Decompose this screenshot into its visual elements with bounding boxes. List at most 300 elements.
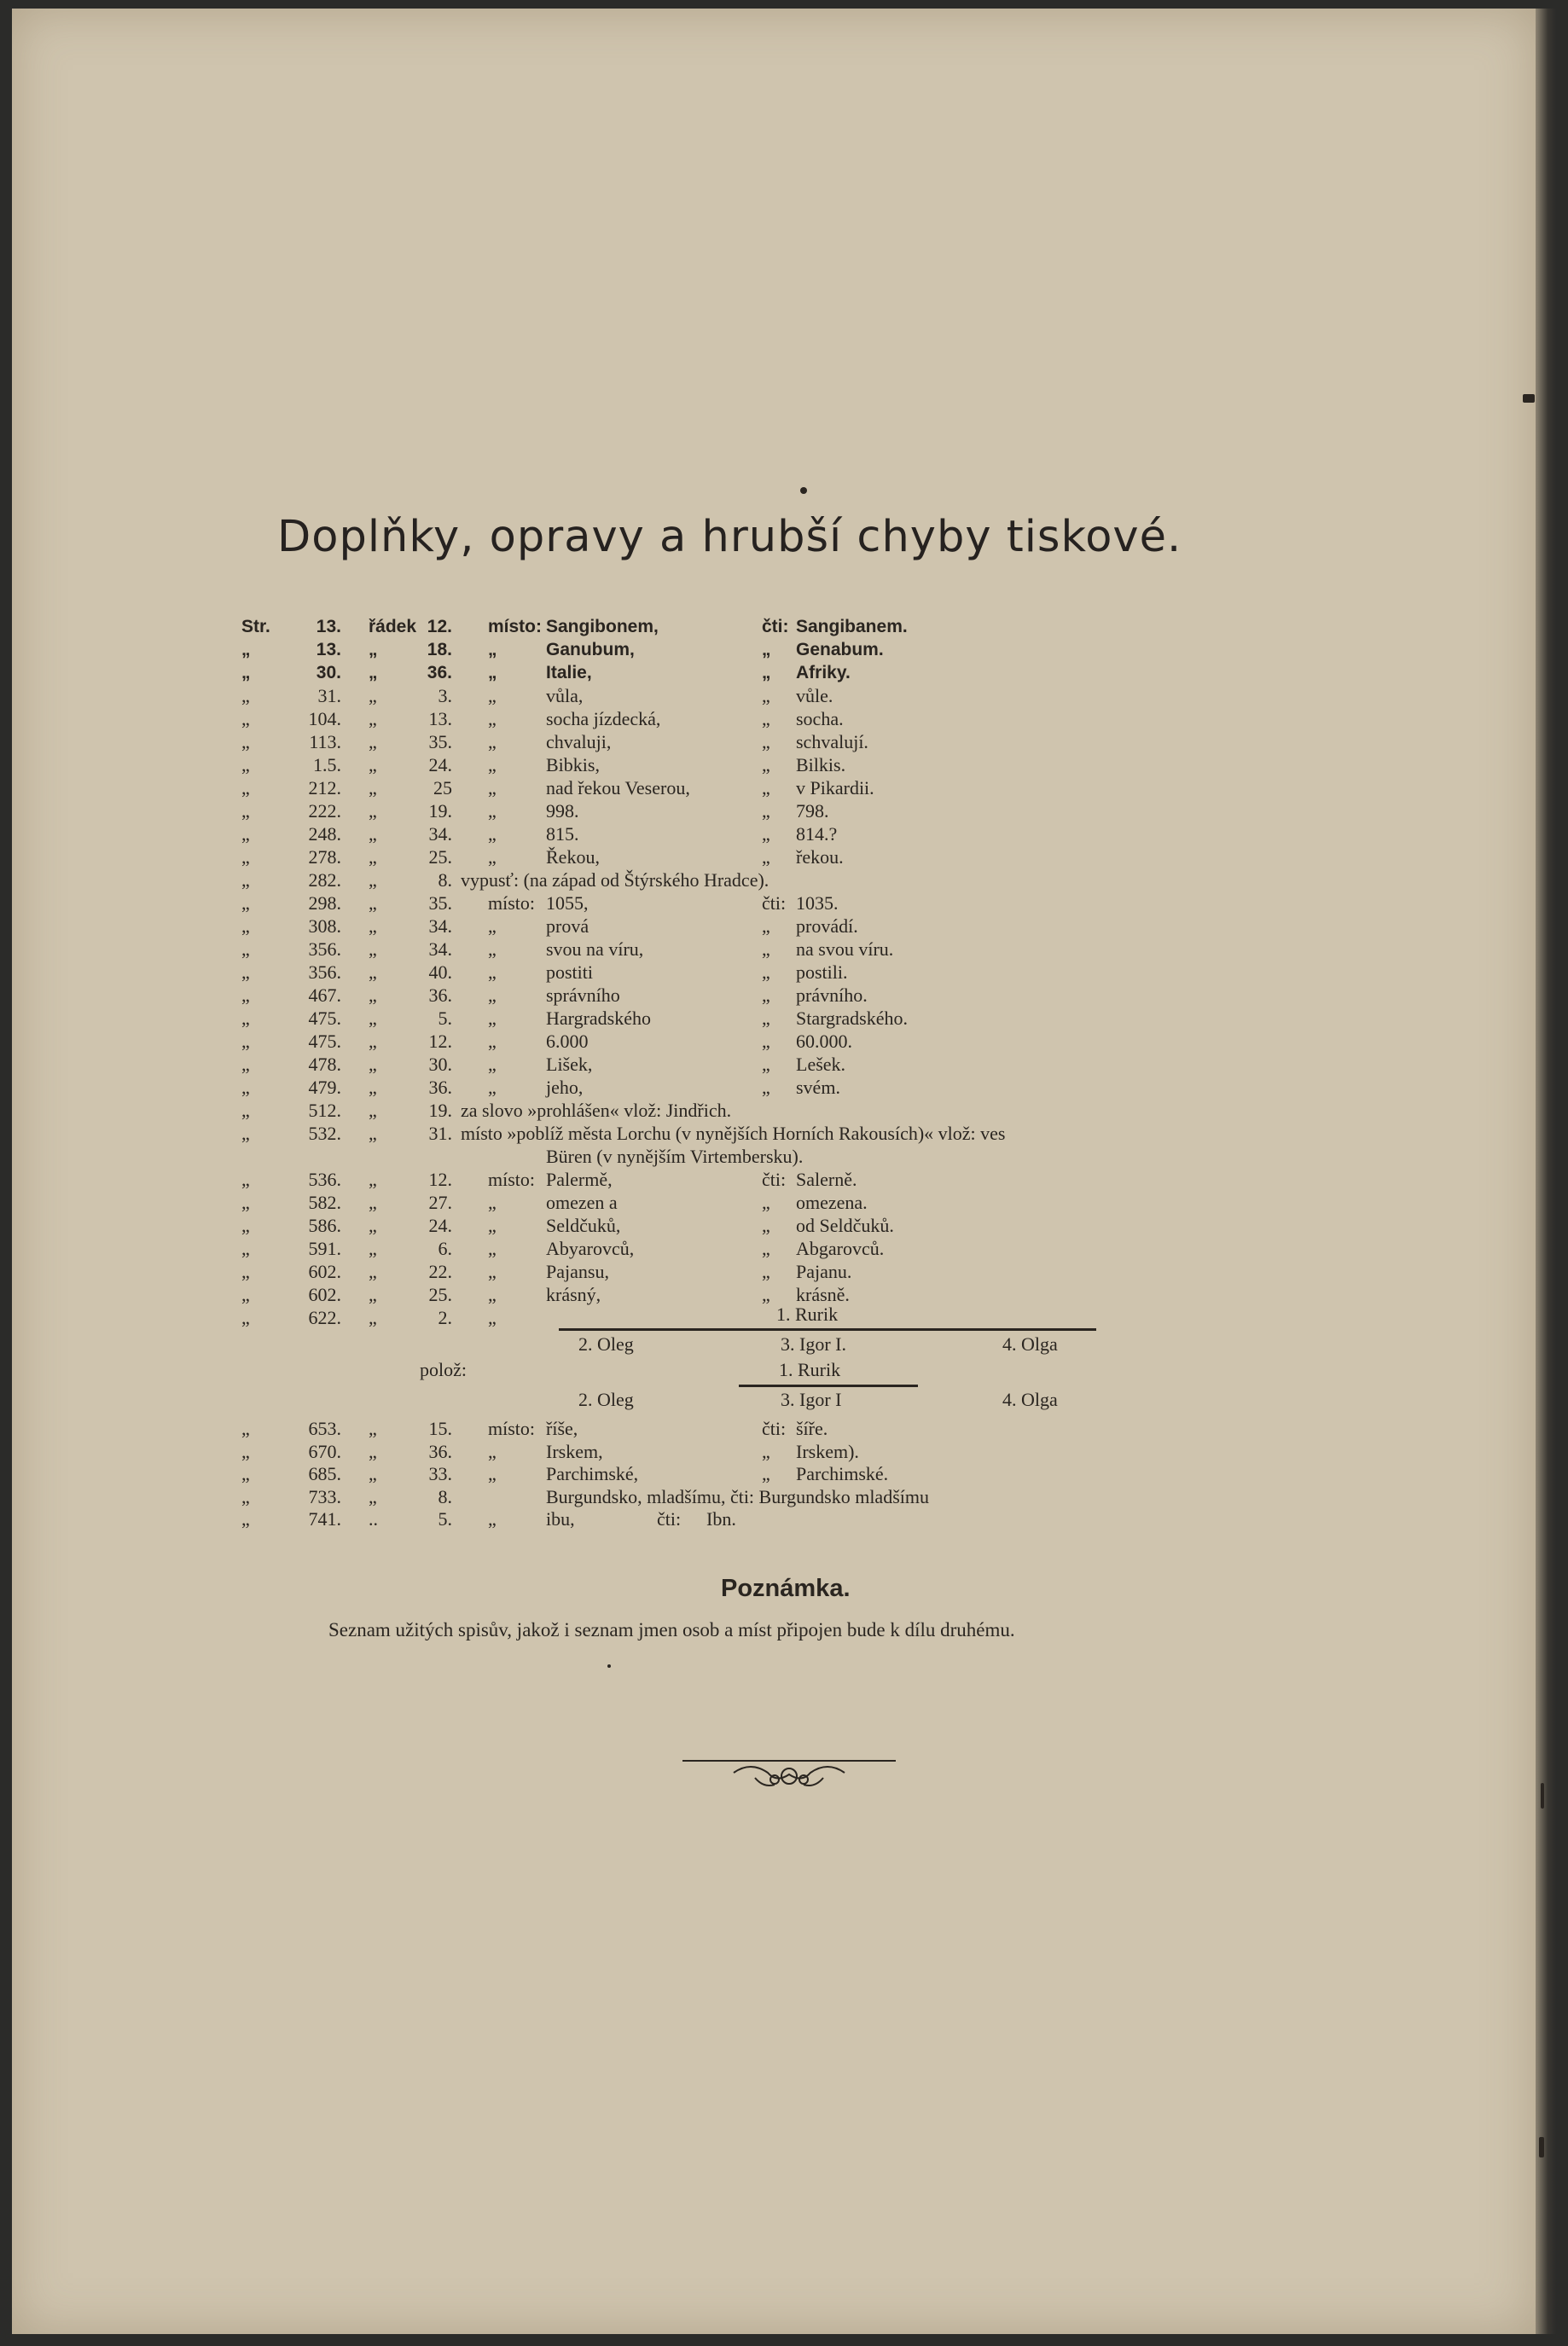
errata-line-number: 36. (428, 984, 452, 1006)
errata-wrong-prefix: „ (488, 1215, 497, 1236)
errata-page-prefix: Str. (241, 617, 270, 636)
errata-wrong-prefix: „ (488, 1077, 497, 1098)
errata-correct-prefix: „ (762, 1054, 770, 1075)
errata-page-number: 512. (308, 1100, 341, 1121)
errata-row (0, 1238, 1568, 1260)
errata-instruction: místo »poblíž města Lorchu (v nynějších Horních Rakousích)« vlož: ves (461, 1123, 1006, 1144)
errata-line-number: 34. (428, 915, 452, 937)
errata-wrong-text: Irskem, (546, 1440, 603, 1462)
errata-page-number: 298. (308, 892, 341, 914)
errata-wrong-prefix: „ (488, 915, 497, 937)
genealogy-wrong-child-3: 4. Olga (1002, 1333, 1058, 1355)
errata-line-number: 36. (428, 1077, 452, 1098)
errata-correct-prefix: „ (762, 1463, 770, 1484)
errata-correct-prefix: „ (762, 640, 771, 659)
errata-page-number: 532. (308, 1123, 341, 1144)
errata-page-number: 282. (308, 869, 341, 891)
errata-page-prefix: „ (241, 1238, 250, 1259)
errata-page-number: 475. (308, 1008, 341, 1029)
errata-wrong-prefix: místo: (488, 892, 536, 914)
errata-correct-text: od Seldčuků. (796, 1215, 894, 1236)
errata-line-prefix: „ (369, 1418, 377, 1439)
genealogy-wrong-child-1: 2. Oleg (578, 1333, 634, 1355)
errata-line-number: 2. (438, 1307, 452, 1328)
errata-correct-text: Genabum. (796, 640, 884, 659)
errata-wrong-text: Parchimské, (546, 1463, 639, 1484)
errata-correct-text: Salerně. (796, 1169, 857, 1190)
errata-row (0, 1261, 1568, 1283)
errata-wrong-prefix: „ (488, 1261, 497, 1282)
errata-correct-text: Parchimské. (796, 1463, 889, 1484)
errata-correct-prefix: „ (762, 1008, 770, 1029)
errata-line-number: 15. (428, 1418, 452, 1439)
errata-page-prefix: „ (241, 869, 250, 891)
errata-wrong-prefix: „ (488, 640, 497, 659)
errata-correct-text: v Pikardii. (796, 777, 874, 798)
errata-page-number: 582. (308, 1192, 341, 1213)
errata-line-number: 24. (428, 754, 452, 775)
errata-correct-text: Stargradského. (796, 1008, 908, 1029)
errata-line-number: 31. (428, 1123, 452, 1144)
errata-wrong-prefix: „ (488, 1054, 497, 1075)
errata-wrong-text: nad řekou Veserou, (546, 777, 690, 798)
errata-page-number: 586. (308, 1215, 341, 1236)
errata-row (0, 1486, 1568, 1508)
errata-page-prefix: „ (241, 823, 250, 845)
errata-line-prefix: „ (369, 1077, 377, 1098)
errata-correct-prefix: „ (762, 938, 770, 960)
errata-line-number: 22. (428, 1261, 452, 1282)
genealogy-right-child-3: 4. Olga (1002, 1389, 1058, 1410)
errata-page-number: 356. (308, 961, 341, 983)
errata-wrong-prefix: místo: (488, 1418, 536, 1439)
errata-correct-text: 60.000. (796, 1031, 852, 1052)
errata-row (0, 1100, 1568, 1122)
errata-page-prefix: „ (241, 892, 250, 914)
errata-line-number: 30. (428, 1054, 452, 1075)
errata-line-prefix: „ (369, 1054, 377, 1075)
genealogy-right-rule (739, 1385, 918, 1387)
errata-row (0, 708, 1568, 730)
errata-wrong-prefix: „ (488, 1238, 497, 1259)
errata-correct-text: Bilkis. (796, 754, 846, 775)
errata-page-prefix: „ (241, 731, 250, 752)
errata-page-number: 478. (308, 1054, 341, 1075)
errata-correct-prefix: „ (762, 685, 770, 706)
errata-line-number: 12. (427, 617, 452, 636)
errata-line-prefix: „ (369, 984, 377, 1006)
errata-line-number: 12. (428, 1169, 452, 1190)
errata-line-number: 24. (428, 1215, 452, 1236)
errata-page-prefix: „ (241, 708, 250, 729)
errata-line-number: 25. (428, 846, 452, 868)
errata-page-number: 1.5. (313, 754, 341, 775)
errata-page-prefix: „ (241, 777, 250, 798)
errata-correct-text: provádí. (796, 915, 858, 937)
errata-line-prefix: „ (369, 915, 377, 937)
errata-wrong-text: 1055, (546, 892, 589, 914)
errata-line-prefix: „ (369, 1261, 377, 1282)
errata-page-prefix: „ (241, 685, 250, 706)
errata-wrong-prefix: „ (488, 938, 497, 960)
errata-correct-text: Ibn. (706, 1508, 736, 1530)
errata-wrong-text: ibu, (546, 1508, 575, 1530)
errata-page-prefix: „ (241, 1123, 250, 1144)
errata-line-prefix: „ (369, 708, 377, 729)
errata-instruction: vypusť: (na západ od Štýrského Hradce). (461, 869, 769, 891)
errata-correct-prefix: „ (762, 708, 770, 729)
errata-wrong-prefix: „ (488, 800, 497, 822)
errata-page-number: 475. (308, 1031, 341, 1052)
errata-row (0, 961, 1568, 984)
errata-line-prefix: řádek (369, 617, 417, 636)
errata-line-prefix: „ (369, 846, 377, 868)
errata-line-number: 25 (433, 777, 452, 798)
errata-page-number: 733. (308, 1485, 341, 1507)
errata-page-number: 248. (308, 823, 341, 845)
page-heading: Doplňky, opravy a hrubší chyby tiskové. (277, 512, 1182, 562)
errata-line-prefix: „ (369, 1169, 377, 1190)
errata-wrong-text: Palermě, (546, 1169, 613, 1190)
errata-correct-text: 798. (796, 800, 829, 822)
errata-page-prefix: „ (241, 1485, 250, 1507)
errata-correct-text: 814.? (796, 823, 838, 845)
errata-instruction: Burgundsko, mladšímu, čti: Burgundsko mladšímu (546, 1485, 929, 1507)
errata-page-prefix: „ (241, 1463, 250, 1484)
errata-line-number: 8. (438, 869, 452, 891)
errata-correct-prefix: „ (762, 1031, 770, 1052)
errata-instruction: za slovo »prohlášen« vlož: Jindřich. (461, 1100, 732, 1121)
errata-page-prefix: „ (241, 1440, 250, 1462)
ornament-flourish (682, 1749, 896, 1800)
errata-line-number: 19. (428, 1100, 452, 1121)
errata-wrong-text: Lišek, (546, 1054, 593, 1075)
genealogy-wrong-root: 1. Rurik (776, 1304, 839, 1325)
errata-instruction-continued: Büren (v nynějším Virtembersku). (546, 1146, 804, 1167)
errata-wrong-text: jeho, (546, 1077, 584, 1098)
errata-page-number: 741. (308, 1508, 341, 1530)
errata-line-number: 12. (428, 1031, 452, 1052)
errata-correct-text: 1035. (796, 892, 839, 914)
errata-row (0, 754, 1568, 776)
errata-line-prefix: .. (369, 1508, 378, 1530)
errata-correct-prefix: „ (762, 1440, 770, 1462)
errata-wrong-prefix: „ (488, 846, 497, 868)
errata-line-prefix: „ (369, 1307, 377, 1328)
errata-wrong-prefix: „ (488, 777, 497, 798)
errata-line-prefix: „ (369, 800, 377, 822)
errata-correct-text: Lešek. (796, 1054, 846, 1075)
errata-line-prefix: „ (369, 731, 377, 752)
errata-wrong-text: prová (546, 915, 589, 937)
errata-page-prefix: „ (241, 915, 250, 937)
errata-correct-prefix: „ (762, 846, 770, 868)
errata-wrong-prefix: „ (488, 1031, 497, 1052)
errata-page-prefix: „ (241, 984, 250, 1006)
errata-correct-prefix: „ (762, 754, 770, 775)
errata-correct-text: schvalují. (796, 731, 868, 752)
errata-wrong-prefix: místo: (488, 1169, 536, 1190)
errata-row (0, 1054, 1568, 1076)
errata-wrong-prefix: „ (488, 685, 497, 706)
errata-line-prefix: „ (369, 1123, 377, 1144)
errata-page-number: 278. (308, 846, 341, 868)
errata-correct-text: Abgarovců. (796, 1238, 885, 1259)
errata-correct-prefix: „ (762, 663, 771, 682)
errata-row (0, 1192, 1568, 1214)
errata-page-prefix: „ (241, 938, 250, 960)
genealogy-wrong-rule (559, 1328, 1096, 1331)
errata-wrong-prefix: „ (488, 961, 497, 983)
errata-page-prefix: „ (241, 754, 250, 775)
errata-line-prefix: „ (369, 663, 378, 682)
errata-wrong-prefix: „ (488, 1008, 497, 1029)
errata-correct-text: Sangibanem. (796, 617, 908, 636)
errata-page-number: 113. (309, 731, 341, 752)
errata-page-prefix: „ (241, 640, 251, 659)
errata-line-number: 40. (428, 961, 452, 983)
errata-wrong-prefix: „ (488, 1284, 497, 1305)
errata-row (0, 662, 1568, 684)
errata-line-number: 27. (428, 1192, 452, 1213)
errata-wrong-text: krásný, (546, 1284, 601, 1305)
errata-row (0, 1123, 1568, 1145)
errata-correct-text: Irskem). (796, 1440, 859, 1462)
errata-correct-text: socha. (796, 708, 844, 729)
errata-line-number: 5. (438, 1508, 452, 1530)
errata-row (0, 984, 1568, 1007)
errata-wrong-text: správního (546, 984, 620, 1006)
errata-wrong-text: vůla, (546, 685, 584, 706)
errata-page-number: 670. (308, 1440, 341, 1462)
errata-wrong-prefix: „ (488, 708, 497, 729)
errata-row (0, 616, 1568, 638)
errata-line-prefix: „ (369, 823, 377, 845)
errata-wrong-text: Italie, (546, 663, 592, 682)
errata-line-number: 3. (438, 685, 452, 706)
edge-mark (1541, 1783, 1544, 1809)
errata-page-prefix: „ (241, 1284, 250, 1305)
errata-line-number: 35. (428, 731, 452, 752)
errata-row (0, 869, 1568, 891)
errata-correct-prefix: čti: (762, 892, 787, 914)
note-text: Seznam užitých spisův, jakož i seznam jmen osob a míst připojen bude k dílu druhému. (328, 1619, 1015, 1640)
errata-wrong-text: 998. (546, 800, 579, 822)
errata-row (0, 639, 1568, 661)
errata-correct-prefix: čti: (657, 1508, 682, 1530)
errata-wrong-prefix: místo: (488, 617, 542, 636)
errata-line-number: 25. (428, 1284, 452, 1305)
genealogy-right-child-1: 2. Oleg (578, 1389, 634, 1410)
errata-page-prefix: „ (241, 1031, 250, 1052)
errata-line-number: 19. (428, 800, 452, 822)
errata-line-number: 35. (428, 892, 452, 914)
errata-row (0, 1077, 1568, 1099)
errata-row (0, 777, 1568, 799)
errata-page-number: 308. (308, 915, 341, 937)
decorative-dot (800, 487, 807, 494)
errata-correct-text: vůle. (796, 685, 833, 706)
errata-wrong-text: postiti (546, 961, 594, 983)
errata-page-prefix: „ (241, 663, 251, 682)
errata-wrong-text: Seldčuků, (546, 1215, 621, 1236)
errata-wrong-text: Ganubum, (546, 640, 635, 659)
errata-line-prefix: „ (369, 1008, 377, 1029)
errata-page-number: 104. (308, 708, 341, 729)
errata-line-prefix: „ (369, 1192, 377, 1213)
errata-line-number: 6. (438, 1238, 452, 1259)
errata-wrong-prefix: „ (488, 663, 497, 682)
errata-line-prefix: „ (369, 754, 377, 775)
errata-correct-prefix: „ (762, 823, 770, 845)
errata-line-prefix: „ (369, 1440, 377, 1462)
errata-page-number: 467. (308, 984, 341, 1006)
errata-row (0, 1008, 1568, 1030)
errata-correct-prefix: „ (762, 1215, 770, 1236)
errata-line-prefix: „ (369, 1463, 377, 1484)
errata-page-number: 685. (308, 1463, 341, 1484)
errata-correct-text: Pajanu. (796, 1261, 852, 1282)
errata-row (0, 731, 1568, 753)
errata-page-prefix: „ (241, 961, 250, 983)
errata-line-number: 34. (428, 938, 452, 960)
errata-page-prefix: „ (241, 846, 250, 868)
edge-mark (1539, 2137, 1544, 2157)
errata-wrong-prefix: „ (488, 984, 497, 1006)
errata-line-number: 36. (427, 663, 452, 682)
errata-correct-prefix: „ (762, 961, 770, 983)
errata-line-prefix: „ (369, 961, 377, 983)
errata-page-number: 602. (308, 1284, 341, 1305)
edge-mark (1523, 394, 1535, 403)
errata-correct-text: krásně. (796, 1284, 850, 1305)
errata-page-prefix: „ (241, 1169, 250, 1190)
errata-correct-prefix: „ (762, 1261, 770, 1282)
errata-page-prefix: „ (241, 1054, 250, 1075)
errata-page-number: 622. (308, 1307, 341, 1328)
errata-page-number: 30. (316, 663, 341, 682)
errata-page-prefix: „ (241, 800, 250, 822)
errata-wrong-text: říše, (546, 1418, 578, 1439)
errata-correct-text: na svou víru. (796, 938, 894, 960)
errata-row (0, 1463, 1568, 1485)
errata-correct-prefix: „ (762, 731, 770, 752)
errata-page-prefix: „ (241, 1100, 250, 1121)
errata-wrong-prefix: „ (488, 1307, 497, 1328)
errata-row (0, 846, 1568, 868)
errata-page-prefix: „ (241, 1192, 250, 1213)
errata-correct-prefix: „ (762, 915, 770, 937)
errata-wrong-text: Abyarovců, (546, 1238, 635, 1259)
errata-row (0, 1169, 1568, 1191)
errata-line-number: 34. (428, 823, 452, 845)
errata-page-number: 479. (308, 1077, 341, 1098)
errata-row (0, 800, 1568, 822)
errata-line-prefix: „ (369, 1284, 377, 1305)
errata-wrong-prefix: „ (488, 1508, 497, 1530)
errata-page-prefix: „ (241, 1261, 250, 1282)
errata-correct-text: právního. (796, 984, 868, 1006)
errata-wrong-prefix: „ (488, 1463, 497, 1484)
errata-correct-prefix: „ (762, 1192, 770, 1213)
errata-line-prefix: „ (369, 685, 377, 706)
errata-page-number: 222. (308, 800, 341, 822)
errata-wrong-prefix: „ (488, 1440, 497, 1462)
errata-line-prefix: „ (369, 1031, 377, 1052)
errata-correct-text: svém. (796, 1077, 840, 1098)
errata-line-number: 5. (438, 1008, 452, 1029)
errata-line-prefix: „ (369, 1215, 377, 1236)
errata-row (0, 823, 1568, 845)
errata-line-number: 8. (438, 1485, 452, 1507)
errata-line-number: 36. (428, 1440, 452, 1462)
errata-line-number: 13. (428, 708, 452, 729)
genealogy-label: polož: (420, 1359, 467, 1380)
errata-page-number: 13. (316, 640, 341, 659)
errata-wrong-text: Bibkis, (546, 754, 600, 775)
errata-wrong-text: Hargradského (546, 1008, 651, 1029)
errata-page-prefix: „ (241, 1215, 250, 1236)
errata-page-number: 13. (316, 617, 341, 636)
errata-line-prefix: „ (369, 1485, 377, 1507)
errata-wrong-text: Řekou, (546, 846, 600, 868)
errata-row (0, 1508, 1568, 1530)
errata-wrong-prefix: „ (488, 754, 497, 775)
errata-row (0, 1418, 1568, 1440)
errata-page-number: 602. (308, 1261, 341, 1282)
errata-line-prefix: „ (369, 777, 377, 798)
errata-correct-prefix: čti: (762, 617, 789, 636)
errata-correct-text: omezena. (796, 1192, 868, 1213)
errata-line-number: 33. (428, 1463, 452, 1484)
errata-row (0, 1215, 1568, 1237)
errata-correct-prefix: čti: (762, 1418, 787, 1439)
errata-correct-text: Afriky. (796, 663, 851, 682)
genealogy-right-root: 1. Rurik (779, 1359, 841, 1380)
errata-page-number: 31. (317, 685, 341, 706)
errata-correct-prefix: „ (762, 1077, 770, 1098)
errata-wrong-prefix: „ (488, 1192, 497, 1213)
errata-correct-prefix: „ (762, 800, 770, 822)
errata-wrong-text: Sangibonem, (546, 617, 659, 636)
genealogy-right-child-2: 3. Igor I (781, 1389, 842, 1410)
errata-wrong-text: socha jízdecká, (546, 708, 661, 729)
errata-page-number: 591. (308, 1238, 341, 1259)
errata-line-prefix: „ (369, 1238, 377, 1259)
errata-correct-prefix: „ (762, 777, 770, 798)
note-title: Poznámka. (721, 1575, 851, 1602)
errata-page-prefix: „ (241, 1418, 250, 1439)
print-speck (607, 1664, 611, 1668)
errata-wrong-text: chvaluji, (546, 731, 612, 752)
errata-correct-prefix: „ (762, 1238, 770, 1259)
errata-correct-prefix: čti: (762, 1169, 787, 1190)
errata-row (0, 1441, 1568, 1463)
errata-page-number: 653. (308, 1418, 341, 1439)
errata-row (0, 892, 1568, 915)
errata-line-number: 18. (427, 640, 452, 659)
errata-row-continuation (0, 1146, 1568, 1168)
errata-wrong-text: svou na víru, (546, 938, 644, 960)
errata-wrong-text: 815. (546, 823, 579, 845)
errata-row (0, 685, 1568, 707)
errata-row (0, 1031, 1568, 1053)
errata-correct-prefix: „ (762, 984, 770, 1006)
errata-line-prefix: „ (369, 640, 378, 659)
errata-row (0, 938, 1568, 961)
errata-wrong-text: 6.000 (546, 1031, 589, 1052)
errata-wrong-prefix: „ (488, 823, 497, 845)
